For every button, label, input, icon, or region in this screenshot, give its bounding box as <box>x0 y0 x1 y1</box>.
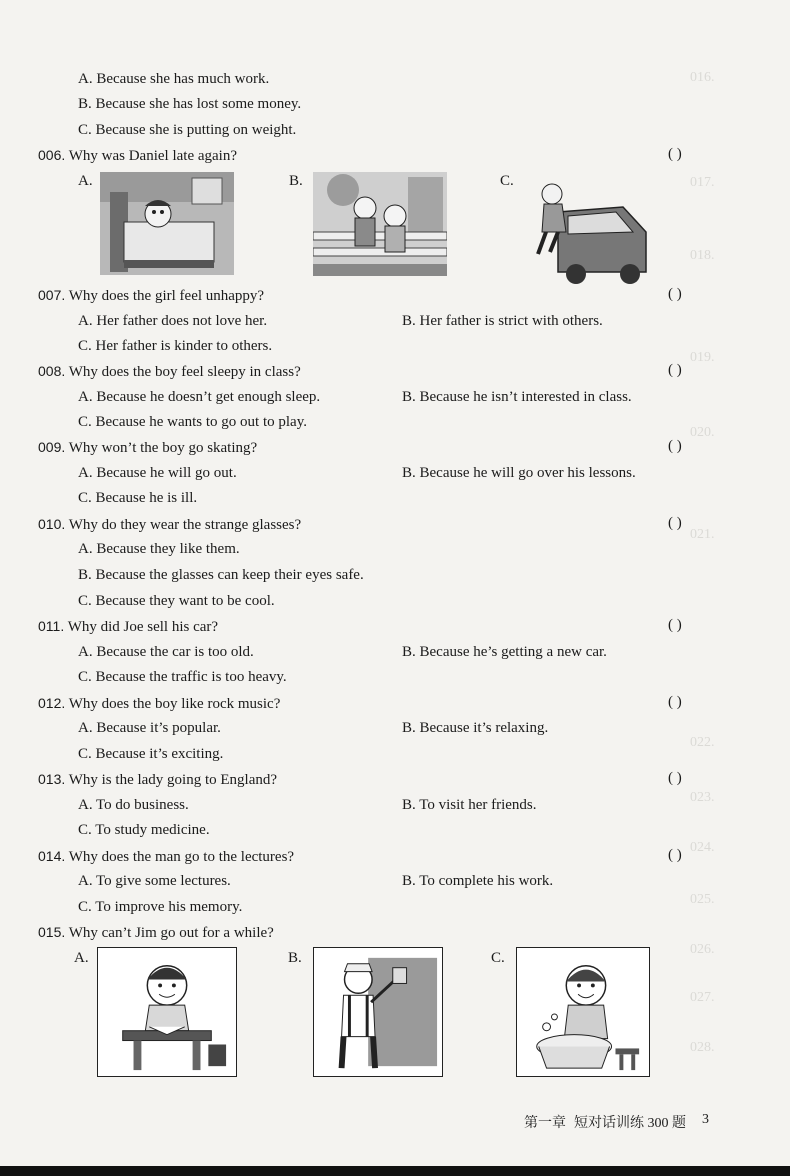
answer-blank: ( ) <box>668 847 682 863</box>
picture-label-c: C. <box>500 173 514 189</box>
option-b: B. To visit her friends. <box>402 797 537 813</box>
question-number: 011. <box>38 618 65 634</box>
picture-boy-in-bed <box>100 172 234 275</box>
picture-boy-washing-clothes <box>516 947 650 1077</box>
question-number: 006. <box>38 147 66 163</box>
bottom-edge-bar <box>0 1166 790 1176</box>
option-c: C. Because it’s exciting. <box>78 746 224 762</box>
question-number: 013. <box>38 771 66 787</box>
option-b: B. Her father is strict with others. <box>402 313 603 329</box>
answer-blank: ( ) <box>668 286 682 302</box>
picture-label-b: B. <box>289 173 303 189</box>
question-text: Why was Daniel late again? <box>68 148 237 164</box>
picture-label-c: C. <box>491 950 505 966</box>
picture-two-boys-at-fence <box>313 172 447 276</box>
question-007 <box>38 286 264 305</box>
option-b: B. Because he isn’t interested in class. <box>402 389 632 405</box>
question-text: Why does the girl feel unhappy? <box>68 288 265 304</box>
option-b: B. Because he’s getting a new car. <box>402 644 607 660</box>
option-c: C. Because the traffic is too heavy. <box>78 669 287 685</box>
option-c: C. Because they want to be cool. <box>78 593 275 609</box>
question-text: Why does the boy like rock music? <box>68 696 281 712</box>
option-c: C. To improve his memory. <box>78 899 243 915</box>
answer-blank: ( ) <box>668 617 682 633</box>
question-014 <box>38 847 294 866</box>
option-a: A. Because the car is too old. <box>78 644 254 660</box>
answer-blank: ( ) <box>668 362 682 378</box>
option-c: C. Her father is kinder to others. <box>78 338 273 354</box>
option-a: A. Because he doesn’t get enough sleep. <box>78 389 321 405</box>
option-c: C. To study medicine. <box>78 822 210 838</box>
answer-blank: ( ) <box>668 770 682 786</box>
page-number: 3 <box>702 1112 709 1127</box>
option-b: B. To complete his work. <box>402 873 554 889</box>
question-text: Why can’t Jim go out for a while? <box>68 925 274 941</box>
question-number: 012. <box>38 695 66 711</box>
question-006 <box>38 146 237 165</box>
option-a: A. Because he will go out. <box>78 465 237 481</box>
question-text: Why does the man go to the lectures? <box>68 849 295 865</box>
answer-blank: ( ) <box>668 694 682 710</box>
question-015 <box>38 923 274 942</box>
question-010 <box>38 515 301 534</box>
option-b: B. Because it’s relaxing. <box>402 720 549 736</box>
question-011 <box>38 617 218 636</box>
option-b: B. Because the glasses can keep their eyes safe. <box>78 567 364 583</box>
question-012 <box>38 694 280 713</box>
option-b: B. Because he will go over his lessons. <box>402 465 636 481</box>
answer-blank: ( ) <box>668 438 682 454</box>
footer-title: 短对话训练 300 题 <box>574 1116 686 1131</box>
option-a: A. Because they like them. <box>78 541 240 557</box>
question-009 <box>38 438 257 457</box>
answer-blank: ( ) <box>668 146 682 162</box>
option-a: A. To do business. <box>78 797 189 813</box>
option-b: B. Because she has lost some money. <box>78 96 302 112</box>
picture-boy-by-car <box>528 172 652 292</box>
option-a: A. Because it’s popular. <box>78 720 221 736</box>
picture-label-b: B. <box>288 950 302 966</box>
option-a: A. Her father does not love her. <box>78 313 268 329</box>
question-number: 010. <box>38 516 66 532</box>
option-c: C. Because he is ill. <box>78 490 198 506</box>
question-text: Why does the boy feel sleepy in class? <box>68 364 301 380</box>
question-number: 008. <box>38 363 66 379</box>
question-text: Why do they wear the strange glasses? <box>68 517 302 533</box>
question-008 <box>38 362 301 381</box>
question-013 <box>38 770 277 789</box>
question-number: 007. <box>38 287 66 303</box>
option-a: A. To give some lectures. <box>78 873 231 889</box>
question-text: Why won’t the boy go skating? <box>68 440 258 456</box>
picture-boy-reading <box>97 947 237 1077</box>
option-a: A. Because she has much work. <box>78 71 270 87</box>
picture-label-a: A. <box>78 173 93 189</box>
question-number: 015. <box>38 924 66 940</box>
question-text: Why did Joe sell his car? <box>67 619 219 635</box>
answer-blank: ( ) <box>668 515 682 531</box>
picture-boy-painting-wall <box>313 947 443 1077</box>
option-c: C. Because he wants to go out to play. <box>78 414 307 430</box>
question-number: 014. <box>38 848 66 864</box>
question-number: 009. <box>38 439 66 455</box>
option-c: C. Because she is putting on weight. <box>78 122 297 138</box>
question-text: Why is the lady going to England? <box>68 772 278 788</box>
footer-chapter: 第一章 <box>524 1116 566 1131</box>
picture-label-a: A. <box>74 950 89 966</box>
